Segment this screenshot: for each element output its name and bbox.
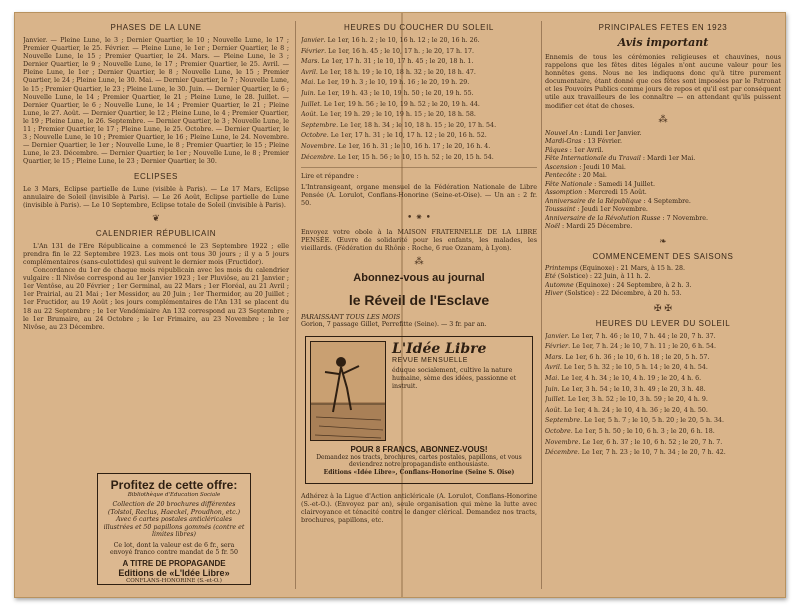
coucher-table xyxy=(301,36,537,163)
eclipses-title: ECLIPSES xyxy=(134,171,178,181)
fete-row xyxy=(545,206,781,215)
fete-row xyxy=(545,138,781,147)
fete-row-value: : Jeudi 10 Mai. xyxy=(577,163,626,171)
intransigeant-text: L'Intransigeant, organe mensuel de la Fédération Nationale de Libre Pensée (A. Lorulot, Conflans-Honorine (Seine-et-Oise). — Un an : 2 fr. 50. xyxy=(301,183,537,208)
lever-row-label: Septembre xyxy=(545,417,581,425)
offer-sub: Bibliothèque d'Education Sociale xyxy=(127,492,221,498)
eclipses-text: Le 3 Mars, Eclipse partielle de Lune (visible à Paris). — Le 17 Mars, Eclipse annulaire de Soleil (invisible à Paris). — Le 26 Août, Eclipse partielle de Lune (invisible à Paris). — Le 10 Septembre, Eclipse totale de Soleil (invisible à Paris). xyxy=(23,184,289,209)
offer-city: CONFLANS-HONORINE (S.-et-O.) xyxy=(126,577,222,584)
lever-row xyxy=(545,353,781,364)
coucher-row-value: . Le 1er, 19 h. 29 ; le 10, 19 h. 15 ; le 20, 18 h. 58. xyxy=(315,111,476,119)
fete-row xyxy=(545,164,781,173)
lever-row-value: . Le 1er, 7 h. 23 ; le 10, 7 h. 34 ; le 20, 7 h. 42. xyxy=(577,449,726,457)
fete-row-value: : 4 Septembre. xyxy=(641,197,691,205)
fete-row-value: : 1er Avril. xyxy=(567,146,604,154)
lever-row xyxy=(545,374,781,385)
coucher-row-label: Juin xyxy=(301,89,314,97)
fete-row-value: : Lundi 1er Janvier. xyxy=(578,129,642,137)
lever-row xyxy=(545,448,781,459)
gorion-text: Gorion, 7 passage Gillet, Perrefitte (Seine). — 3 fr. par an. xyxy=(301,320,487,328)
coucher-row xyxy=(301,142,537,153)
lever-row-label: Janvier xyxy=(545,332,568,340)
coucher-row-value: . Le 1er, 16 h. 45 ; le 10, 17 h. ; le 20, 17 h. 17. xyxy=(324,47,475,55)
fete-row-label: Nouvel An xyxy=(545,129,579,137)
fete-row xyxy=(545,147,781,156)
coucher-row xyxy=(301,68,537,79)
coucher-row xyxy=(301,47,537,58)
lever-row xyxy=(545,363,781,374)
lever-row xyxy=(545,342,781,353)
coucher-row-value: . Le 1er, 15 h. 56 ; le 10, 15 h. 52 ; le 20, 15 h. 54. xyxy=(333,153,494,161)
coucher-row xyxy=(301,78,537,89)
coucher-row-label: Juillet xyxy=(301,100,320,108)
fete-row-label: Mardi-Gras xyxy=(545,138,582,146)
offer-title: Profitez de cette offre: xyxy=(110,478,238,492)
fete-row-label: Noël xyxy=(545,223,561,231)
lever-row-label: Décembre xyxy=(545,449,578,457)
fete-row-label: Pâques xyxy=(545,146,568,154)
ornament-icon: • ⁕ • xyxy=(407,212,431,223)
coucher-row-value: . Le 1er, 16 h. 31 ; le 10, 16 h. 17 ; le 20, 16 h. 4. xyxy=(334,142,491,150)
lever-title: HEURES DU LEVER DU SOLEIL xyxy=(595,318,731,328)
coucher-row xyxy=(301,57,537,68)
lever-row-value: . Le 1er, 5 h. 7 ; le 10, 5 h. 20 ; le 20, 5 h. 34. xyxy=(580,417,725,425)
lever-row xyxy=(545,385,781,396)
fete-row xyxy=(545,155,781,164)
fete-row xyxy=(545,172,781,181)
adherez-text: Adhérez à la Ligue d'Action anticléricale (A. Lorulot, Conflans-Honorine (S.-et-O.). (Envoyez par an), seule organisation qui mène la lutte avec clairvoyance et ténacité contre le danger clérical. Demandez nos tracts, brochures, papillons, etc. xyxy=(301,491,537,525)
avis-text: Ennemis de tous les cérémonies religieuses et chauvines, nous rappelons que les fêtes dites légales n'ont aucune valeur pour les honnêtes gens. Nous ne les indiquons donc qu'à titre purement documentaire, étant donné que ces fêtes sont imposées par le Patronat et les Pouvoirs Publics comme jours de repos et qu'il est par conséquent utile aux travailleurs de les connaître — en attendant qu'ils puissent modifier cet état de choses. xyxy=(545,53,781,110)
coucher-row xyxy=(301,153,537,164)
coucher-row-label: Novembre xyxy=(301,142,335,150)
idee-bottom xyxy=(310,445,528,476)
fete-row-label: Fête Nationale xyxy=(545,180,593,188)
lever-row xyxy=(545,406,781,417)
coucher-row-label: Septembre xyxy=(301,121,337,129)
envoyez-text: Envoyez votre obole à la MAISON FRATERNELLE DE LA LIBRE PENSÉE. Œuvre de solidarité pour les enfants, les malades, les vieillards. (Fédération du Rhône : Roche, 6 rue Ozanam, à Lyon). xyxy=(301,227,537,252)
coucher-row-value: . Le 1er, 18 h. 19 ; le 10, 18 h. 32 ; le 20, 18 h. 47. xyxy=(315,68,476,76)
coucher-row-label: Février xyxy=(301,47,325,55)
fete-row-value: : Mercredi 15 Août. xyxy=(582,189,647,197)
fete-row xyxy=(545,130,781,139)
saison-row xyxy=(545,290,781,299)
coucher-title: HEURES DU COUCHER DU SOLEIL xyxy=(343,23,494,32)
saison-row xyxy=(545,282,781,291)
coucher-row-label: Janvier xyxy=(301,37,324,44)
lever-row xyxy=(545,332,781,343)
lever-row-label: Août xyxy=(545,406,560,414)
saison-row-label: Eté xyxy=(545,273,556,281)
coucher-row-value: . Le 1er, 17 h. 31 ; le 10, 17 h. 45 ; le 20, 18 h. 1. xyxy=(317,58,474,66)
coucher-row-label: Août xyxy=(301,111,316,119)
coucher-row-value: . Le 1er, 17 h. 31 ; le 10, 17 h. 12 ; le 20, 16 h. 52. xyxy=(326,132,487,140)
idee-title: L'Idée Libre xyxy=(392,340,487,357)
fete-row xyxy=(545,198,781,207)
offer-text: Ce lot, dont la valeur est de 6 fr., sera envoyé franco contre mandat de 5 fr. 50 xyxy=(109,541,239,556)
calendar-title: CALENDRIER RÉPUBLICAIN xyxy=(95,228,217,238)
fete-row-value: : Jeudi 1er Novembre. xyxy=(575,206,648,214)
idee-right xyxy=(392,341,528,391)
lever-row-label: Juillet xyxy=(545,396,564,404)
lever-row-label: Octobre xyxy=(545,428,571,435)
column-middle xyxy=(301,21,537,591)
lever-row xyxy=(545,416,781,427)
calendar-sheet xyxy=(14,12,786,598)
sower-illustration-icon xyxy=(310,341,386,441)
fete-row-value: : Mardi 1er Mai. xyxy=(640,155,696,163)
lever-row-label: Novembre xyxy=(545,438,579,446)
lever-row-label: Février xyxy=(545,343,569,351)
lire-label: Lire et répandre : xyxy=(301,172,359,181)
coucher-row-label: Mai xyxy=(301,79,314,87)
idee-editions: Editions «Idée Libre», Conflans-Honorine (Seine S. Oise) xyxy=(323,468,515,476)
calendar-text xyxy=(23,242,289,331)
fetes-title: PRINCIPALES FETES EN 1923 xyxy=(598,23,728,32)
lever-row-value: . Le 1er, 5 h. 50 ; le 10, 6 h. 3 ; le 20, 6 h. 18. xyxy=(570,428,715,435)
abonnez-heading: Abonnez-vous au journal xyxy=(353,271,485,284)
coucher-row-label: Décembre xyxy=(301,153,334,161)
coucher-row-label: Avril xyxy=(301,68,316,76)
saison-row-value: (Equinoxe) : 24 Septembre, à 2 h. 3. xyxy=(573,281,692,289)
lever-row-value: . Le 1er, 7 h. 24 ; le 10, 7 h. 11 ; le 20, 6 h. 54. xyxy=(568,343,717,351)
saison-row-value: (Solstice) : 22 Juin, à 11 h. 2. xyxy=(555,273,651,281)
reveil-title: le Réveil de l'Esclave xyxy=(348,291,490,308)
fete-row-value: : 20 Mai. xyxy=(576,172,607,180)
fete-row xyxy=(545,223,781,232)
offer-editions: Editions de «L'Idée Libre» xyxy=(118,567,230,578)
saison-row-label: Automne xyxy=(545,281,574,289)
ornament-icon: ❧ xyxy=(659,236,667,247)
column-right xyxy=(545,21,781,591)
ornament-icon: ⁂ xyxy=(658,114,668,125)
fete-row-label: Anniversaire de la République xyxy=(545,197,642,205)
fete-row-value: : Mardi 25 Décembre. xyxy=(560,223,633,231)
fete-row-label: Pentecôte xyxy=(545,172,577,180)
coucher-row-label: Mars xyxy=(301,58,318,66)
saison-row xyxy=(545,265,781,274)
lever-row xyxy=(545,395,781,406)
lever-row-value: . Le 1er, 4 h. 34 ; le 10, 4 h. 19 ; le 20, 4 h. 6. xyxy=(557,375,702,383)
calendar-p2: Concordance du 1er de chaque mois républicain avec les mois du calendrier vulgaire : Il Nivôse correspond au 1er Janvier 1923 ; 1er Pluviôse, au 21 Janvier ; 1er Ventôse, au 20 Février ; 1er Germinal, au 22 Mars ; 1er Floréal, au 21 Avril ; 1er Prairial, au 21 Mai ; 1er Messidor, au 20 Juin ; 1er Thermidor, au 20 Juillet ; 1er Fructidor, au 19 Août ; les jours complémentaires de l'An 131 se placent du 18 au 22 Septembre ; le 1er Vendémiaire An 132 correspond au 23 Septembre ; le 1er Brumaire, au 24 Octobre ; le 1er Frimaire, au 23 Novembre ; le 1er Nivôse, au 23 Décembre. xyxy=(23,266,289,331)
saisons-title: COMMENCEMENT DES SAISONS xyxy=(592,251,734,261)
fete-row-label: Assomption xyxy=(545,189,583,197)
calendar-p1: L'An 131 de l'Ere Républicaine a commencé le 23 Septembre 1922 ; elle prendra fin le 22 Septembre 1923. Les mois ont tous 30 jours ; il y a 5 jours complémentaires (sans-culottides) qui suivent le dernier mois (Fructidor). xyxy=(23,241,289,266)
saisons-list xyxy=(545,265,781,299)
avis-title: Avis important xyxy=(617,36,709,49)
saison-row xyxy=(545,273,781,282)
column-rule-left xyxy=(295,21,296,589)
lever-row-value: . Le 1er, 6 h. 36 ; le 10, 6 h. 18 ; le 20, 5 h. 57. xyxy=(561,353,710,361)
fete-row-value: : 13 Février. xyxy=(581,138,622,146)
fete-row-value: : 7 Novembre. xyxy=(660,214,708,222)
fete-row xyxy=(545,189,781,198)
lever-row-label: Mai xyxy=(545,375,558,383)
lever-row xyxy=(545,438,781,449)
saison-row-value: (Equinoxe) : 21 Mars, à 15 h. 28. xyxy=(577,264,685,272)
phases-title: PHASES DE LA LUNE xyxy=(110,23,202,32)
coucher-row xyxy=(301,121,537,132)
coucher-row-label: Octobre xyxy=(301,132,327,140)
coucher-row xyxy=(301,36,537,47)
lever-table xyxy=(545,332,781,459)
coucher-row xyxy=(301,110,537,121)
coucher-row xyxy=(301,100,537,111)
coucher-row-value: . Le 1er, 19 h. 3 ; le 10, 19 h. 16 ; le 20, 19 h. 29. xyxy=(313,79,470,87)
fete-row xyxy=(545,215,781,224)
fete-row xyxy=(545,181,781,190)
coucher-row-value: . Le 1er, 16 h. 2 ; le 10, 16 h. 12 ; le 20, 16 h. 26. xyxy=(323,37,480,44)
parait-text: PARAISSANT TOUS LES MOIS xyxy=(301,313,401,321)
saison-row-label: Printemps xyxy=(545,264,578,272)
coucher-row xyxy=(301,131,537,142)
fete-row-label: Ascension xyxy=(545,163,578,171)
fete-row-label: Anniversaire de la Révolution Russe xyxy=(545,214,661,222)
idee-price: POUR 8 FRANCS, ABONNEZ-VOUS! xyxy=(350,444,488,454)
lever-row-label: Juin xyxy=(545,385,558,393)
lever-row-value: . Le 1er, 4 h. 24 ; le 10, 4 h. 36 ; le 20, 4 h. 50. xyxy=(559,406,708,414)
coucher-row xyxy=(301,89,537,100)
idee-sub: REVUE MENSUELLE xyxy=(392,356,468,364)
divider xyxy=(301,167,537,168)
coucher-row-value: . Le 1er, 19 h. 56 ; le 10, 19 h. 52 ; le 20, 19 h. 44. xyxy=(319,100,480,108)
lever-row-value: . Le 1er, 6 h. 37 ; le 10, 6 h. 52 ; le 20, 7 h. 7. xyxy=(578,438,723,446)
fete-row-label: Toussaint xyxy=(545,206,576,214)
coucher-row-value: . Le 1er, 18 h. 34 ; le 10, 18 h. 15 ; le 20, 17 h. 54. xyxy=(336,121,497,129)
fete-row-value: : Samedi 14 Juillet. xyxy=(592,180,656,188)
offer-ad xyxy=(97,473,251,585)
lever-row-label: Mars xyxy=(545,353,562,361)
ornament-icon: ✠ ✠ xyxy=(654,303,672,314)
lever-row-label: Avril xyxy=(545,364,560,372)
idee-libre-ad xyxy=(305,336,533,484)
idee-desc: éduque socialement, cultive la nature humaine, sème des idées, passionne et instruit. xyxy=(392,366,517,390)
lever-row-value: . Le 1er, 7 h. 46 ; le 10, 7 h. 44 ; le 20, 7 h. 37. xyxy=(567,332,716,340)
lever-row-value: . Le 1er, 3 h. 52 ; le 10, 3 h. 59 ; le 20, 4 h. 9. xyxy=(563,396,708,404)
fetes-list xyxy=(545,130,781,232)
fete-row-label: Fête Internationale du Travail xyxy=(545,155,641,163)
lever-row-value: . Le 1er, 3 h. 54 ; le 10, 3 h. 49 ; le 20, 3 h. 48. xyxy=(557,385,706,393)
offer-propagande: A TITRE DE PROPAGANDE xyxy=(122,558,226,568)
offer-collection: Collection de 20 brochures différentes (Tolstoï, Reclus, Haeckel, Proudhon, etc.) Avec 6 cartes postales anticléricales illustrées et 50 papillons gommés (contre et limites libres) xyxy=(103,501,245,538)
column-rule-right xyxy=(541,21,542,589)
lever-row-value: . Le 1er, 5 h. 32 ; le 10, 5 h. 14 ; le 20, 4 h. 54. xyxy=(559,364,708,372)
ornament-icon: ❦ xyxy=(152,213,160,224)
lever-row xyxy=(545,427,781,438)
coucher-row-value: . Le 1er, 19 h. 43 ; le 10, 19 h. 50 ; le 20, 19 h. 55. xyxy=(313,89,474,97)
phases-text: Janvier. — Pleine Lune, le 3 ; Dernier Quartier, le 10 ; Nouvelle Lune, le 17 ; Premier Quartier, le 25. Février. — Pleine Lune, le 1er ; Dernier Quartier, le 8 ; Nouvelle Lune, le 15 ; Premier Quartier, le 24. Mars. — Pleine Lune, le 3 ; Dernier Quartier, le 9 ; Nouvelle Lune, le 17 ; Premier Quartier, le 25. Avril. — Pleine Lune, le 1er ; Dernier Quartier, le 8 ; Nouvelle Lune, le 15 ; Premier Quartier, le 24 ; Pleine Lune, le 30. Mai. — Dernier Quartier, le 7 ; Nouvelle Lune, le 15 ; Premier Quartier, le 23 ; Pleine Lune, le 30. Juin. — Dernier Quartier, le 6 ; Nouvelle Lune, le 14 ; Premier Quartier, le 21 ; Pleine Lune, le 28. Juillet. — Dernier Quartier, le 6 ; Nouvelle Lune, le 14 ; Premier Quartier, le 21 ; Pleine Lune, le 27. Août. — Dernier Quartier, le 12 ; Pleine Lune, le 4 ; Premier Quartier, le 19 ; Pleine Lune, le 26. Septembre. — Dernier Quartier, le 3 ; Nouvelle Lune, le 11 ; Premier Quartier, le 17 ; Pleine Lune, le 25. Octobre. — Dernier Quartier, le 3 ; Nouvelle Lune, le 10 ; Premier Quartier, le 16 ; Pleine Lune, le 24. Novembre. — Dernier Quartier, le 1er ; Nouvelle Lune, le 8 ; Premier Quartier, le 15 ; Pleine Lune, le 23. Décembre. — Dernier Quartier, le 1er ; Nouvelle Lune, le 8 ; Premier Quartier, le 15 ; Pleine Lune, le 23 ; Dernier Quartier, le 30. xyxy=(23,36,289,166)
saison-row-label: Hiver xyxy=(545,290,563,298)
saison-row-value: (Solstice) : 22 Décembre, à 20 h. 53. xyxy=(562,290,682,298)
idee-demand: Demandez nos tracts, brochures, cartes postales, papillons, et vous deviendrez notre propagandiste enthousiaste. xyxy=(316,453,522,469)
ornament-icon: ⁂ xyxy=(414,256,424,267)
